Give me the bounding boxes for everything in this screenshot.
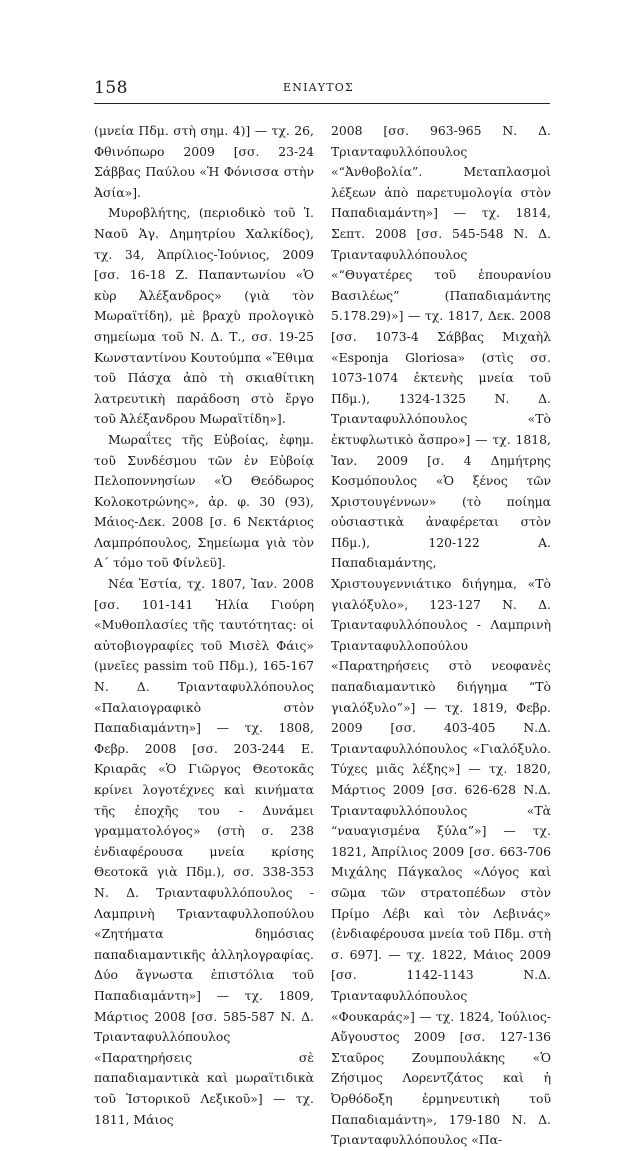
entry-paragraph: Μωραΐτες τῆς Εὐβοίας, ἐφημ. τοῦ Συνδέσμου τῶν ἐν Εὐβοίᾳ Πελοποννησίων «Ὁ Θεόδωρος Κολοκοτρώνης», ἀρ. φ. 30 (93), Μάιος-Δεκ. 2008 [σ. 6 Νεκτάριος Λαμπρόπουλος, Σημείωμα γιὰ τὸν Α΄ τόμο τοῦ Φίνλεϋ].	[94, 431, 314, 571]
running-title: ΕΝΙΑΥΤΟΣ	[283, 81, 354, 94]
left-column	[94, 121, 314, 1130]
entry-paragraph: Νέα Ἑστία, τχ. 1807, Ἰαν. 2008 [σσ. 101-141 Ἠλία Γιούρη «Μυθοπλασίες τῆς ταυτότητας: οἱ αὐτοβιογραφίες τοῦ Μισὲλ Φάις» (μνεῖες passim τοῦ Πδμ.), 165-167 Ν. Δ. Τριανταφυλλόπουλος «Παλαιογραφικὸ στὸν Παπαδιαμάντη»] — τχ. 1808, Φεβρ. 2008 [σσ. 203-244 Ε. Κριαρᾶς «Ὁ Γιῶργος Θεοτοκᾶς κρίνει λογοτέχνες καὶ κινήματα τῆς ἐποχῆς του - Δυνάμει γραμματολόγος» (στὴ σ. 238 ἐνδιαφέρουσα μνεία κρίσης Θεοτοκᾶ γιὰ Πδμ.), σσ. 338-353 Ν. Δ. Τριανταφυλλόπουλος - Λαμπρινὴ Τριανταφυλλοπούλου «Ζητήματα δημόσιας παπαδιαμαντικῆς ἀλληλογραφίας. Δύο ἄγνωστα ἐπιστόλια τοῦ Παπαδιαμάντη»] — τχ. 1809, Μάρτιος 2008 [σσ. 585-587 Ν. Δ. Τριανταφυλλόπουλος «Παρατηρήσεις σὲ παπαδιαμαντικὰ καὶ μωραϊτιδικὰ τοῦ Ἱστορικοῦ Λεξικοῦ»] — τχ. 1811, Μάιος	[94, 576, 314, 1127]
page-number: 158	[94, 78, 128, 98]
entry-paragraph: 2008 [σσ. 963-965 Ν. Δ. Τριανταφυλλόπουλος «“Ἀνθοβολία”. Μεταπλασμοὶ λέξεων ἀπὸ παρετυμολογία στὸν Παπαδιαμάντη»] — τχ. 1814, Σεπτ. 2008 [σσ. 545-548 Ν. Δ. Τριανταφυλλόπουλος «“Θυγατέρες τοῦ ἐπουρανίου Βασιλέως” (Παπαδιαμάντης 5.178.29)»] — τχ. 1817, Δεκ. 2008 [σσ. 1073-4 Σάββας Μιχαὴλ «Esponja Gloriosa» (στὶς σσ. 1073-1074 ἐκτενὴς μνεία τοῦ Πδμ.), 1324-1325 Ν. Δ. Τριανταφυλλόπουλος «Τὸ ἐκτυφλωτικὸ ἄσπρο»] — τχ. 1818, Ἰαν. 2009 [σ. 4 Δημήτρης Κοσμόπουλος «Ὁ ξένος τῶν Χριστουγέννων» (τὸ ποίημα οὐσιαστικὰ ἀναφέρεται στὸν Πδμ.), 120-122 Α. Παπαδιαμάντης, Χριστουγεννιάτικο διήγημα, «Τὸ γιαλόξυλο», 123-127 Ν. Δ. Τριανταφυλλόπουλος - Λαμπρινὴ Τριανταφυλλοπούλου «Παρατηρήσεις στὸ νεοφανὲς παπαδιαμαντικὸ διήγημα “Τὸ γιαλόξυλο”»] — τχ. 1819, Φεβρ. 2009 [σσ. 403-405 Ν.Δ. Τριανταφυλλόπουλος «Γιαλόξυλο. Τύχες μιᾶς λέξης»] — τχ. 1820, Μάρτιος 2009 [σσ. 626-628 Ν.Δ. Τριανταφυλλόπουλος «Τὰ “ναυαγισμένα ξύλα”»] — τχ. 1821, Ἀπρίλιος 2009 [σσ. 663-706 Μιχάλης Πάγκαλος «Λόγος καὶ σῶμα τῶν στρατοπέδων στὸν Πρίμο Λέβι καὶ τὸν Λεβινάς» (ἐνδιαφέρουσα μνεία τοῦ Πδμ. στὴ σ. 697]. — τχ. 1822, Μάιος 2009 [σσ. 1142-1143 Ν.Δ. Τριανταφυλλόπουλος «Φουκαράς»] — τχ. 1824, Ἰούλιος-Αὔγουστος 2009 [σσ. 127-136 Σταῦρος Ζουμπουλάκης «Ὁ Ζήσιμος Λορεντζάτος καὶ ἡ Ὀρθόδοξη ἑρμηνευτικὴ τοῦ Παπαδιαμάντη», 179-180 Ν. Δ. Τριανταφυλλόπουλος «Πα-	[331, 123, 551, 1148]
entry-paragraph: (μνεία Πδμ. στὴ σημ. 4)] — τχ. 26, Φθινόπωρο 2009 [σσ. 23-24 Σάββας Παύλου «Ἡ Φόνισσα στὴν Ἀσία»].	[94, 123, 314, 200]
header-rule	[94, 103, 550, 104]
entry-paragraph: Μυροβλήτης, (περιοδικὸ τοῦ Ἱ. Ναοῦ Ἁγ. Δημητρίου Χαλκίδος), τχ. 34, Ἀπρίλιος-Ἰούνιος, 2009 [σσ. 16-18 Ζ. Παπαντωνίου «Ὁ κὺρ Ἀλέξανδρος» (γιὰ τὸν Μωραϊτίδη), μὲ βραχὺ προλογικὸ σημείωμα τοῦ Ν. Δ. Τ., σσ. 19-25 Κωνσταντίνου Κουτούμπα «Ἔθιμα τοῦ Πάσχα ἀπὸ τὴ σκιαθίτικη λατρευτικὴ παράδοση στὸ ἔργο τοῦ Ἀλέξανδρου Μωραϊτίδη»].	[94, 205, 314, 427]
right-column	[331, 121, 551, 1151]
